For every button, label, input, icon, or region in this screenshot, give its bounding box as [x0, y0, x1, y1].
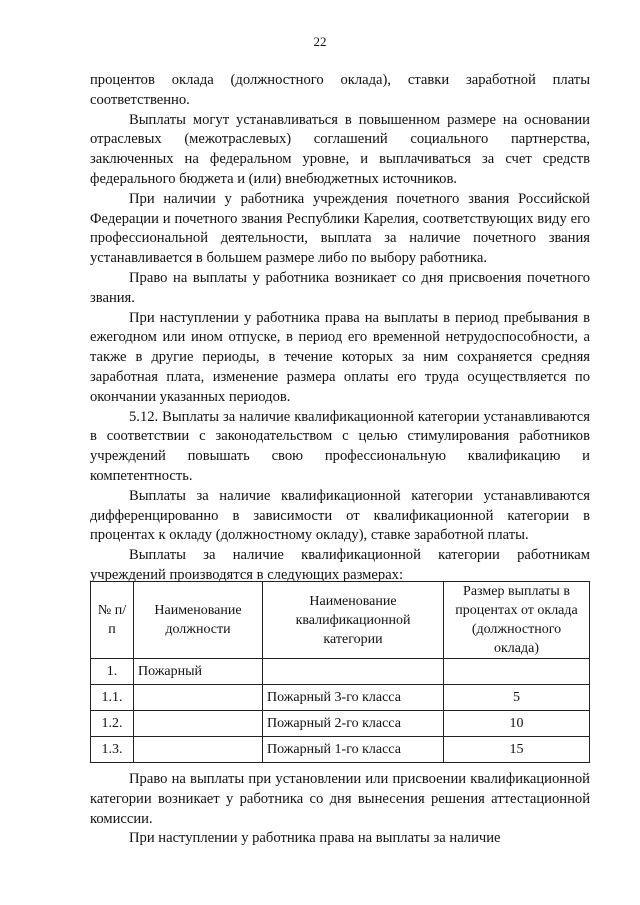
paragraph: При наступлении у работника права на выплаты за наличие: [129, 830, 501, 847]
table-row: [91, 685, 590, 711]
table-row: [91, 737, 590, 763]
table-row: [91, 711, 590, 737]
cell-position: [134, 711, 263, 737]
table-header-row: [91, 582, 590, 659]
paragraph: 5.12. Выплаты за наличие квалификационной категории устанавливаются в соответствии с законодательством с целью стимулирования работников учреждений повышать свою профессиональную квалификацию и компетентность.: [90, 408, 590, 484]
cell-category: Пожарный 2-го класса: [263, 711, 444, 737]
header-position: Наименование должности: [134, 582, 263, 659]
cell-num: 1.2.: [91, 711, 134, 737]
body-text-bottom: [90, 770, 590, 849]
body-text-top: [90, 71, 590, 586]
cell-amount: [444, 659, 590, 685]
cell-amount: 5: [444, 685, 590, 711]
cell-amount: 10: [444, 711, 590, 737]
header-num: № п/п: [91, 582, 134, 659]
cell-position: [134, 737, 263, 763]
paragraph: При наличии у работника учреждения почетного звания Российской Федерации и почетного звания Республики Карелия, соответствующих виду его профессиональной деятельности, выплата за наличие почетного звания устанавливается в большем размере либо по выбору работника.: [90, 190, 590, 267]
cell-num: 1.: [91, 659, 134, 685]
paragraph: Выплаты могут устанавливаться в повышенном размере на основании отраслевых (межотраслевых) соглашений социального партнерства, заключенных на федеральном уровне, и выплачиваться за счет средств федерального бюджета и (или) внебюджетных источников.: [90, 111, 590, 187]
cell-position: [134, 685, 263, 711]
paragraph: При наступлении у работника права на выплаты в период пребывания в ежегодном или ином отпуске, в период его временной нетрудоспособности, а также в другие периоды, в течение которых за ним сохраняется средняя заработная плата, изменение размера оплаты его труда осуществляется по окончании указанных периодов.: [90, 309, 590, 405]
paragraph: Выплаты за наличие квалификационной категории устанавливаются дифференцированно в зависимости от квалификационной категории в процентах к окладу (должностному окладу), ставке заработной платы.: [90, 487, 590, 544]
table-row: [91, 659, 590, 685]
header-amount: Размер выплаты в процентах от оклада (должностного оклада): [444, 582, 590, 659]
paragraph: процентов оклада (должностного оклада), ставки заработной платы соответственно.: [90, 72, 590, 108]
paragraph: Право на выплаты у работника возникает со дня присвоения почетного звания.: [90, 269, 590, 306]
cell-category: Пожарный 1-го класса: [263, 737, 444, 763]
page-number: 22: [313, 34, 327, 49]
cell-num: 1.1.: [91, 685, 134, 711]
qualification-table: [90, 581, 590, 763]
cell-category: [263, 659, 444, 685]
cell-category: Пожарный 3-го класса: [263, 685, 444, 711]
cell-amount: 15: [444, 737, 590, 763]
cell-position: Пожарный: [134, 659, 263, 685]
cell-num: 1.3.: [91, 737, 134, 763]
paragraph: Выплаты за наличие квалификационной категории работникам учреждений производятся в следующих размерах:: [90, 547, 590, 583]
paragraph: Право на выплаты при установлении или присвоении квалификационной категории возникает у работника со дня вынесения решения аттестационной комиссии.: [90, 771, 590, 827]
header-category: Наименование квалификационной категории: [263, 582, 444, 659]
